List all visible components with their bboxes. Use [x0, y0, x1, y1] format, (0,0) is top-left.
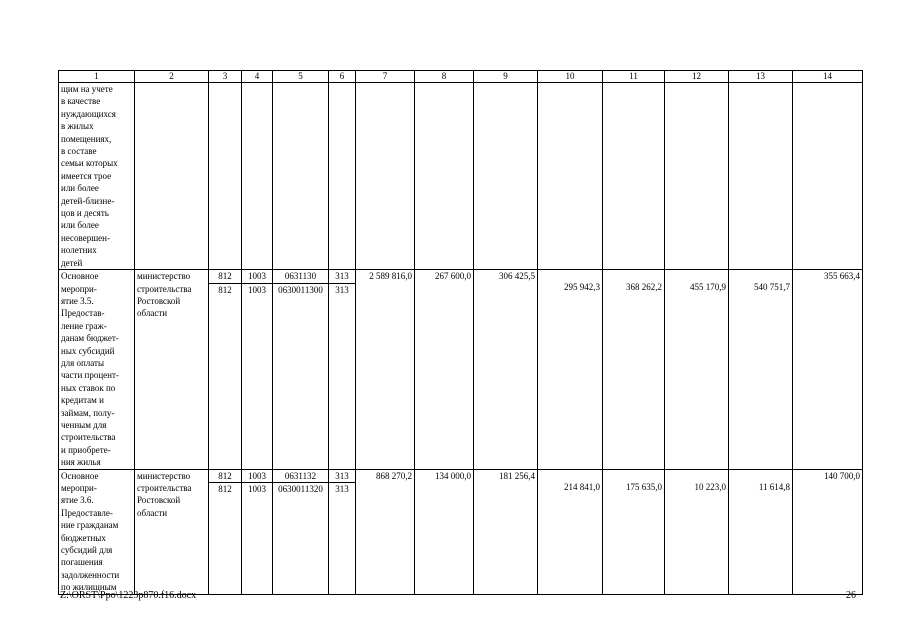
amount-cell: [665, 270, 729, 470]
text-line: субсидий для: [61, 545, 113, 556]
text-line: займам, полу-: [61, 407, 115, 418]
amount-value: 11 614,8: [758, 481, 790, 492]
text-line: для оплаты: [61, 357, 105, 368]
text-line: ние гражданам: [61, 520, 119, 531]
amount-value: 214 841,0: [564, 481, 600, 492]
empty-cell: [729, 83, 793, 270]
text-line: в жилых: [61, 121, 94, 132]
page-number: 26: [846, 590, 856, 601]
row-description-cell: [59, 469, 135, 594]
header-cell: 10: [538, 71, 603, 83]
code-value: 1003: [248, 271, 266, 282]
code-grbs-cell: [209, 270, 242, 470]
empty-cell: [356, 83, 415, 270]
amount-cell: [729, 270, 793, 470]
header-cell: 7: [356, 71, 415, 83]
text-line: ных ставок по: [61, 382, 116, 393]
header-cell: 11: [603, 71, 665, 83]
executor-cell: [135, 469, 209, 594]
text-line: или более: [61, 220, 99, 231]
amount-cell: [729, 469, 793, 594]
amount-cell: [356, 469, 415, 594]
text-line: меропри-: [61, 283, 97, 294]
footer-file-path: Z:\ORST\Ppo\1223p870.f16.docx: [60, 590, 197, 601]
text-line: или более: [61, 183, 99, 194]
text-line: погашения: [61, 557, 103, 568]
code-value: 0631130: [284, 271, 317, 282]
text-line: ление граж-: [61, 320, 107, 331]
text-line: Основное: [61, 470, 99, 481]
amount-value: 181 256,4: [499, 470, 535, 481]
text-line: части процент-: [61, 370, 119, 381]
header-cell: 9: [474, 71, 538, 83]
amount-value: 175 635,0: [626, 481, 662, 492]
code-csr-cell: [273, 469, 329, 594]
text-line: задолженности: [61, 569, 120, 580]
text-line: несовершен-: [61, 232, 110, 243]
code-csr-cell: [273, 270, 329, 470]
text-line: области: [137, 507, 168, 518]
code-grbs-cell: [209, 469, 242, 594]
table-row: [59, 469, 863, 594]
header-cell: 2: [135, 71, 209, 83]
text-line: ных субсидий: [61, 345, 115, 356]
header-cell: 8: [415, 71, 474, 83]
header-cell: 12: [665, 71, 729, 83]
amount-cell: [793, 270, 863, 470]
code-value: 313: [335, 470, 349, 481]
text-line: имеется трое: [61, 170, 112, 181]
code-value: 313: [335, 271, 349, 282]
empty-cell: [415, 83, 474, 270]
empty-cell: [242, 83, 273, 270]
amount-cell: [793, 469, 863, 594]
text-line: в качестве: [61, 96, 101, 107]
amount-value: 868 270,2: [376, 470, 412, 481]
text-line: строительства: [137, 483, 192, 493]
amount-value: 306 425,5: [499, 271, 535, 282]
amount-value: 540 751,7: [754, 282, 790, 293]
amount-value: 355 663,4: [824, 271, 860, 282]
code-rzpr-cell: [242, 469, 273, 594]
empty-cell: [474, 83, 538, 270]
code-value: 0630011300: [273, 283, 328, 296]
row-description-cell: [59, 270, 135, 470]
text-line: щим на учете: [61, 84, 113, 94]
amount-cell: [474, 270, 538, 470]
empty-cell: [793, 83, 863, 270]
empty-cell: [603, 83, 665, 270]
text-line: области: [137, 308, 168, 319]
text-line: министерство: [137, 271, 191, 282]
header-cell: 14: [793, 71, 863, 83]
amount-cell: [356, 270, 415, 470]
code-value: 313: [329, 482, 355, 495]
text-line: и приобрете-: [61, 444, 111, 455]
empty-cell: [538, 83, 603, 270]
table-row: [59, 83, 863, 270]
text-line: ятие 3.5.: [61, 295, 94, 306]
amount-value: 267 600,0: [435, 271, 471, 282]
text-line: ченным для: [61, 419, 107, 430]
text-line: нолетних: [61, 245, 97, 256]
text-line: строительства: [137, 283, 192, 294]
amount-value: 134 000,0: [435, 470, 471, 481]
amount-value: 295 942,3: [564, 282, 600, 293]
code-value: 812: [209, 482, 241, 495]
text-line: Предостав-: [61, 308, 105, 319]
table-row: [59, 270, 863, 470]
text-line: нуждающихся: [61, 108, 116, 119]
amount-value: 2 589 816,0: [369, 271, 412, 282]
amount-value: 10 223,0: [694, 481, 726, 492]
amount-cell: [415, 270, 474, 470]
header-cell: 13: [729, 71, 793, 83]
text-line: Ростовской: [137, 495, 181, 506]
header-cell: 4: [242, 71, 273, 83]
code-value: 812: [218, 271, 232, 282]
text-line: по жилищным: [61, 582, 117, 593]
code-value: 1003: [242, 482, 272, 495]
code-vr-cell: [329, 270, 356, 470]
code-rzpr-cell: [242, 270, 273, 470]
text-line: Ростовской: [137, 295, 181, 306]
text-line: бюджетных: [61, 532, 106, 543]
amount-cell: [538, 469, 603, 594]
code-value: 812: [218, 470, 232, 481]
code-value: 0630011320: [273, 482, 328, 495]
header-cell: 1: [59, 71, 135, 83]
text-line: Основное: [61, 271, 99, 282]
amount-cell: [603, 469, 665, 594]
amount-cell: [474, 469, 538, 594]
amount-cell: [538, 270, 603, 470]
header-cell: 3: [209, 71, 242, 83]
executor-cell: [135, 270, 209, 470]
budget-table: [58, 70, 863, 595]
code-value: 1003: [242, 283, 272, 296]
code-value: 313: [329, 283, 355, 296]
text-line: строительства: [61, 432, 116, 443]
amount-cell: [603, 270, 665, 470]
text-line: ятие 3.6.: [61, 495, 94, 506]
text-line: детей-близне-: [61, 195, 115, 206]
empty-cell: [135, 83, 209, 270]
code-vr-cell: [329, 469, 356, 594]
amount-value: 455 170,9: [690, 282, 726, 293]
header-cell: 6: [329, 71, 356, 83]
text-line: в составе: [61, 146, 97, 157]
amount-cell: [665, 469, 729, 594]
header-cell: 5: [273, 71, 329, 83]
row-description-cell: [59, 83, 135, 270]
text-line: данам бюджет-: [61, 333, 119, 344]
empty-cell: [665, 83, 729, 270]
code-value: 812: [209, 283, 241, 296]
text-line: меропри-: [61, 483, 97, 493]
empty-cell: [329, 83, 356, 270]
code-value: 0631132: [284, 470, 317, 481]
text-line: детей: [61, 257, 83, 268]
text-line: помещениях,: [61, 133, 112, 144]
amount-value: 140 700,0: [824, 470, 860, 481]
empty-cell: [273, 83, 329, 270]
text-line: цов и десять: [61, 208, 109, 219]
text-line: кредитам и: [61, 395, 104, 406]
text-line: Предоставле-: [61, 507, 113, 518]
empty-cell: [209, 83, 242, 270]
code-value: 1003: [248, 470, 266, 481]
amount-value: 368 262,2: [626, 282, 662, 293]
text-line: ния жилья: [61, 457, 101, 468]
text-line: семьи которых: [61, 158, 118, 169]
header-row: [59, 71, 863, 83]
amount-cell: [415, 469, 474, 594]
text-line: министерство: [137, 470, 191, 481]
